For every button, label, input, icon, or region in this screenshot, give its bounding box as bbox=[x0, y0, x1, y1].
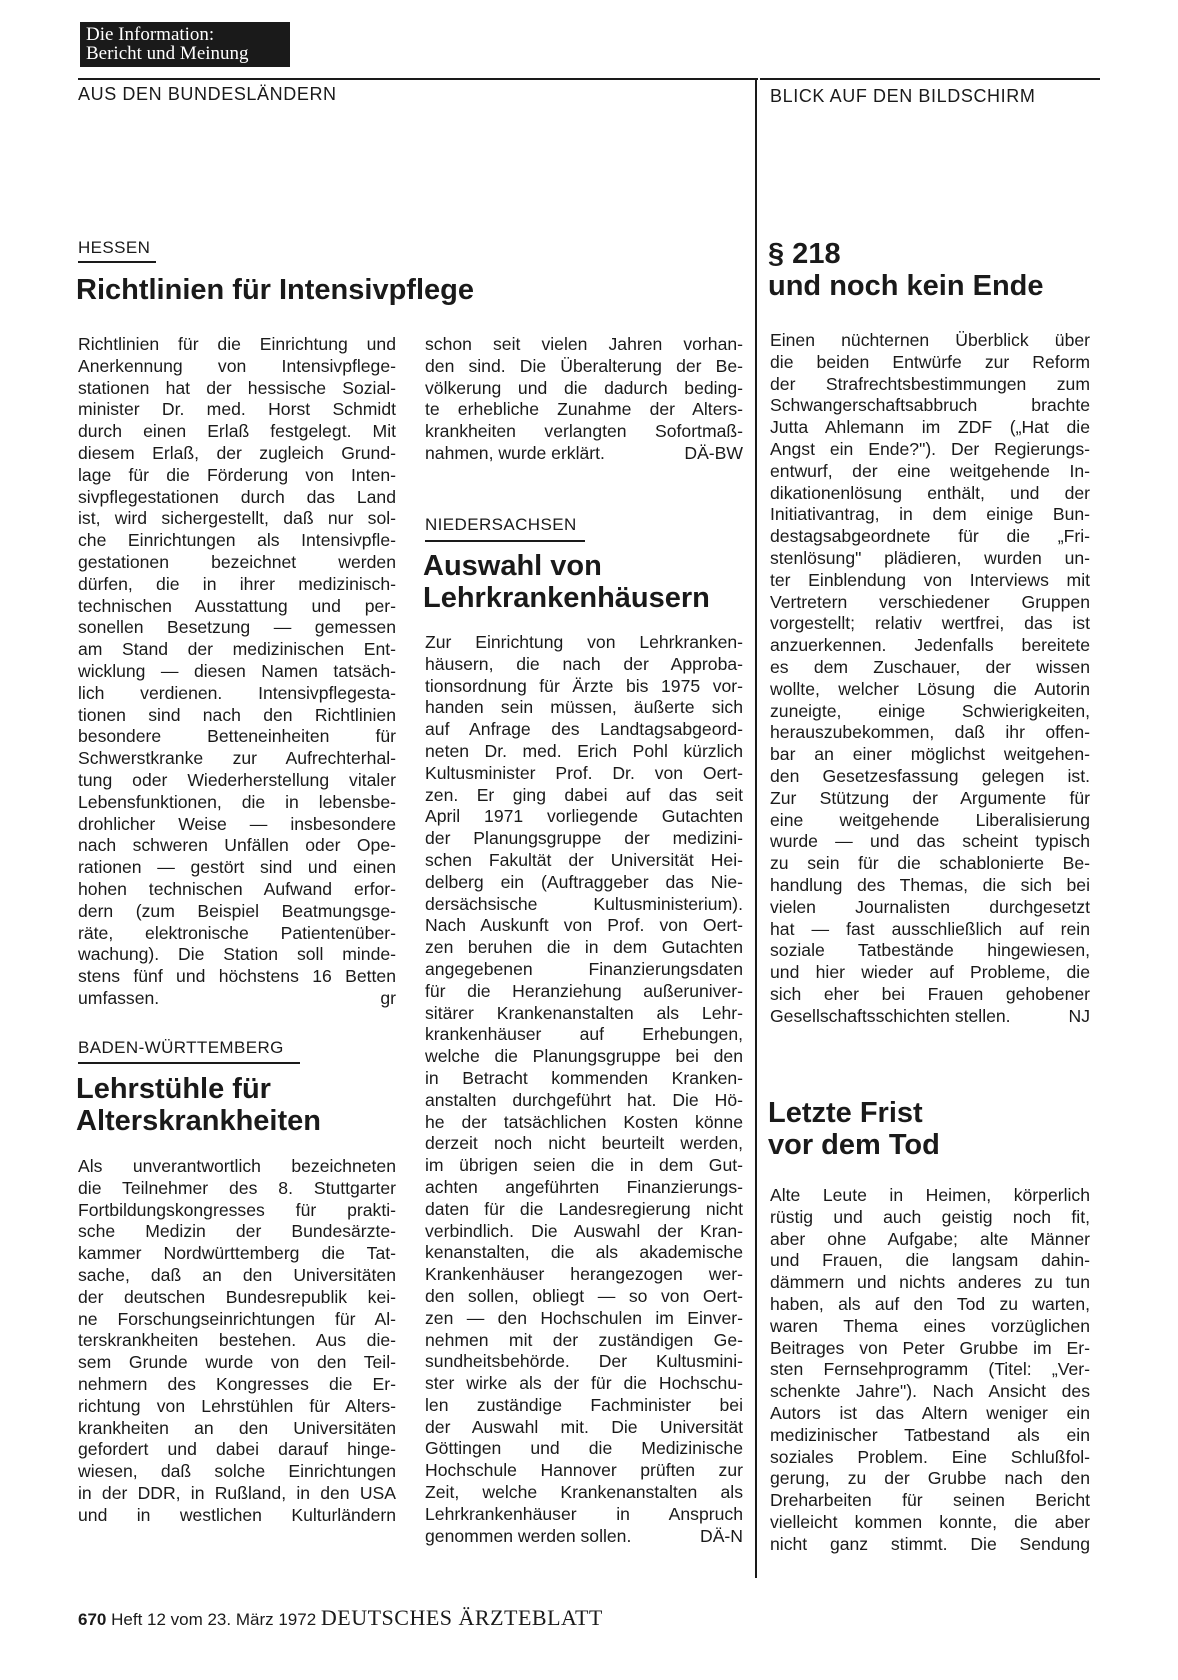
text-line: anstalten durchgeführt hat. Die Hö- bbox=[425, 1089, 743, 1110]
text-line: hohen technischen Aufwand erfor- bbox=[78, 878, 396, 899]
text-line: handlung des Themas, die sich bei bbox=[770, 874, 1090, 895]
text-line: herauszubekommen, daß ihr offen- bbox=[770, 722, 1090, 743]
headline-hessen-text: Richtlinien für Intensivpflege bbox=[76, 274, 474, 306]
text-line: die Teilnehmer des 8. Stuttgarter bbox=[78, 1177, 396, 1198]
text-line: schen Fakultät der Universität Hei- bbox=[425, 849, 743, 870]
text-line: tionsordnung für Ärzte bis 1975 vor- bbox=[425, 675, 743, 696]
text-line: wollte, welcher Lösung die Autorin bbox=[770, 678, 1090, 699]
text-line: rationen — gestört sind und einen bbox=[78, 857, 396, 878]
text-line: derzeit noch nicht beurteilt werden, bbox=[425, 1133, 743, 1154]
text-line: gerung, zu der Grubbe nach den bbox=[770, 1468, 1090, 1489]
headline-218-line-2: und noch kein Ende bbox=[768, 270, 1044, 302]
text-line: in der DDR, in Rußland, in den USA bbox=[78, 1482, 396, 1503]
text-line: dikationenlösung enthält, und der bbox=[770, 482, 1090, 503]
kicker-hessen: HESSEN bbox=[78, 238, 151, 257]
article-bw-continued bbox=[425, 334, 743, 465]
text-line: zuneigte, einige Schwierigkeiten, bbox=[770, 700, 1090, 721]
page-number: 670 bbox=[78, 1610, 107, 1629]
text-line: daten für die Landesregierung nicht bbox=[425, 1198, 743, 1219]
text-line: soziales Problem. Eine Schlußfol- bbox=[770, 1446, 1090, 1467]
text-line: che Einrichtungen als Intensivpfle- bbox=[78, 530, 396, 551]
text-line: Lebensfunktionen, die in lebensbe- bbox=[78, 791, 396, 812]
text-line: eine weitgehende Liberalisierung bbox=[770, 809, 1090, 830]
headline-218-line-1: § 218 bbox=[768, 238, 841, 270]
text-line: die beiden Entwürfe zur Reform bbox=[770, 351, 1090, 372]
closing-line bbox=[770, 1006, 1090, 1028]
text-line: Richtlinien für die Einrichtung und bbox=[78, 334, 396, 354]
text-line: welche die Planungsgruppe bei den bbox=[425, 1046, 743, 1067]
section-label-left: AUS DEN BUNDESLÄNDERN bbox=[78, 84, 337, 104]
header-rule-left bbox=[78, 78, 758, 80]
article-hessen bbox=[78, 334, 396, 1010]
text-line: stationen hat der hessische Sozial- bbox=[78, 377, 396, 398]
headline-tod-line-2: vor dem Tod bbox=[768, 1129, 940, 1161]
author-signature: NJ bbox=[1068, 1005, 1090, 1026]
text-line: Vertretern verschiedener Gruppen bbox=[770, 591, 1090, 612]
text-line: Initiativantrag, in dem einige Bun- bbox=[770, 504, 1090, 525]
page-footer bbox=[78, 1605, 603, 1631]
badge-line-2: Bericht und Meinung bbox=[86, 43, 249, 64]
headline-nds-line-1: Auswahl von bbox=[423, 550, 602, 582]
text-line: len zuständige Fachminister bei bbox=[425, 1394, 743, 1415]
text-line: haben, als auf den Tod zu warten, bbox=[770, 1293, 1090, 1314]
text-line: terskrankheiten bestehen. Aus die- bbox=[78, 1330, 396, 1351]
text-line: ter Einblendung von Interviews mit bbox=[770, 569, 1090, 590]
text-line: der deutschen Bundesrepublik kei- bbox=[78, 1286, 396, 1307]
text-line: sem Grunde wurde von den Teil- bbox=[78, 1352, 396, 1373]
text-line: waren Thema eines vorzüglichen bbox=[770, 1315, 1090, 1336]
kicker-bw: BADEN-WÜRTTEMBERG bbox=[78, 1038, 284, 1057]
text-line: Als unverantwortlich bezeichneten bbox=[78, 1156, 396, 1176]
text-line: sitärer Krankenanstalten als Lehr- bbox=[425, 1002, 743, 1023]
text-line: besondere Betteneinheiten für bbox=[78, 726, 396, 747]
text-line: wiesen, daß solche Einrichtungen bbox=[78, 1461, 396, 1482]
text-line: he der tatsächlichen Kosten könne bbox=[425, 1111, 743, 1132]
text-line: nehmen mit der zuständigen Ge- bbox=[425, 1329, 743, 1350]
closing-text: Gesellschaftsschichten stellen. bbox=[770, 1005, 1011, 1026]
headline-bw-line-2: Alterskrankheiten bbox=[76, 1105, 321, 1137]
headline-bw-line-1: Lehrstühle für bbox=[76, 1073, 271, 1105]
text-line: der Planungsgruppe der medizini- bbox=[425, 828, 743, 849]
text-line: Schwangerschaftsabbruch brachte bbox=[770, 395, 1090, 416]
text-line: entwurf, der eine weitgehende In- bbox=[770, 460, 1090, 481]
text-line: für die Heranziehung außeruniver- bbox=[425, 980, 743, 1001]
text-line: sundheitsbehörde. Der Kultusmini- bbox=[425, 1351, 743, 1372]
text-line: und in westlichen Kulturländern bbox=[78, 1504, 396, 1525]
text-line: Fortbildungskongresses für prakti- bbox=[78, 1199, 396, 1220]
text-line: gefordert und dabei darauf hinge- bbox=[78, 1439, 396, 1460]
text-line: sivpflegestationen durch das Land bbox=[78, 486, 396, 507]
text-line: hat — fast ausschließlich auf rein bbox=[770, 918, 1090, 939]
headline-tod-line-1: Letzte Frist bbox=[768, 1097, 923, 1129]
text-line: sten Fernsehprogramm (Titel: „Ver- bbox=[770, 1359, 1090, 1380]
kicker-underline bbox=[425, 540, 585, 542]
text-line: es dem Zuschauer, der wissen bbox=[770, 656, 1090, 677]
text-line: zen — den Hochschulen im Einver- bbox=[425, 1307, 743, 1328]
author-signature: DÄ-N bbox=[699, 1525, 743, 1546]
text-line: angegebenen Finanzierungsdaten bbox=[425, 958, 743, 979]
text-line: aber ohne Aufgabe; alte Männer bbox=[770, 1228, 1090, 1249]
text-line: Schwerstkranke zur Aufrechterhal- bbox=[78, 748, 396, 769]
badge-line-1: Die Information: bbox=[86, 24, 215, 45]
text-line: verbindlich. Die Auswahl der Kran- bbox=[425, 1220, 743, 1241]
closing-line bbox=[425, 1526, 743, 1548]
section-label-right: BLICK AUF DEN BILDSCHIRM bbox=[770, 86, 1036, 106]
text-line: ne Forschungseinrichtungen für Al- bbox=[78, 1308, 396, 1329]
text-line: wurde — und das scheint typisch bbox=[770, 831, 1090, 852]
text-line: Jutta Ahlemann im ZDF („Hat die bbox=[770, 417, 1090, 438]
text-line: schon seit vielen Jahren vorhan- bbox=[425, 334, 743, 354]
headline-letzte-frist bbox=[768, 1097, 940, 1161]
text-line: sich eher bei Frauen gehobener bbox=[770, 983, 1090, 1004]
text-line: soziale Tatbestände hingewiesen, bbox=[770, 940, 1090, 961]
text-line: Kultusminister Prof. Dr. von Oert- bbox=[425, 762, 743, 783]
closing-text: nahmen, wurde erklärt. bbox=[425, 442, 605, 463]
article-niedersachsen bbox=[425, 632, 743, 1547]
text-line: Autors ist das Altern weniger ein bbox=[770, 1402, 1090, 1423]
text-line: richtung von Lehrstühlen für Alters- bbox=[78, 1395, 396, 1416]
text-line: gestationen bezeichnet werden bbox=[78, 551, 396, 572]
text-line: wachung). Die Station soll minde- bbox=[78, 944, 396, 965]
text-line: drohlicher Weise — insbesondere bbox=[78, 813, 396, 834]
text-line: ist, wird sichergestellt, daß nur sol- bbox=[78, 508, 396, 529]
text-line: Hochschule Hannover prüften zur bbox=[425, 1460, 743, 1481]
text-line: dämmern und nichts anderes zu tun bbox=[770, 1272, 1090, 1293]
column-divider-right bbox=[755, 78, 757, 1578]
text-line: Angst ein Ende?"). Der Regierungs- bbox=[770, 438, 1090, 459]
text-line: durch einen Erlaß festgelegt. Mit bbox=[78, 421, 396, 442]
text-line: häusern, die nach der Approba- bbox=[425, 653, 743, 674]
text-line: völkerung und die dadurch beding- bbox=[425, 377, 743, 398]
text-line: kenanstalten, die als akademische bbox=[425, 1242, 743, 1263]
text-line: vorgestellt; relativ wertfrei, das ist bbox=[770, 613, 1090, 634]
text-line: nehmern des Kongresses die Er- bbox=[78, 1373, 396, 1394]
issue-info: Heft 12 vom 23. März 1972 bbox=[111, 1610, 317, 1629]
text-line: dersächsische Kultusministerium). bbox=[425, 893, 743, 914]
text-line: destagsabgeordnete für die „Fri- bbox=[770, 526, 1090, 547]
article-bw bbox=[78, 1156, 396, 1527]
text-line: zu sein für die schablonierte Be- bbox=[770, 853, 1090, 874]
text-line: bar an einer möglichst weitgehen- bbox=[770, 744, 1090, 765]
kicker-niedersachsen: NIEDERSACHSEN bbox=[425, 515, 577, 534]
text-line: lich verdienen. Intensivpflegesta- bbox=[78, 682, 396, 703]
text-line: Zur Einrichtung von Lehrkranken- bbox=[425, 632, 743, 652]
headline-218 bbox=[768, 238, 1044, 302]
text-line: zen beruhen die in dem Gutachten bbox=[425, 937, 743, 958]
headline-hessen bbox=[76, 274, 474, 306]
publication-name: DEUTSCHES ÄRZTEBLATT bbox=[320, 1605, 603, 1630]
text-line: ster wirke als der für die Hochschu- bbox=[425, 1373, 743, 1394]
text-line: vielleicht kommen konnte, die aber bbox=[770, 1511, 1090, 1532]
text-line: anzuerkennen. Jedenfalls bereitete bbox=[770, 635, 1090, 656]
text-line: Anerkennung von Intensivpflege- bbox=[78, 355, 396, 376]
text-line: lage für die Förderung von Inten- bbox=[78, 464, 396, 485]
text-line: Krankenhäuser herangezogen wer- bbox=[425, 1264, 743, 1285]
article-218 bbox=[770, 330, 1090, 1028]
article-letzte-frist bbox=[770, 1185, 1090, 1556]
text-line: auf Anfrage des Landtagsabgeord- bbox=[425, 719, 743, 740]
text-line: Zeit, welche Krankenanstalten als bbox=[425, 1482, 743, 1503]
text-line: krankheiten verlangten Sofortmaß- bbox=[425, 421, 743, 442]
text-line: Nach Auskunft von Prof. von Oert- bbox=[425, 915, 743, 936]
text-line: krankenhäuser auf Erhebungen, bbox=[425, 1024, 743, 1045]
closing-text: umfassen. bbox=[78, 987, 160, 1008]
text-line: nach schweren Unfällen oder Ope- bbox=[78, 835, 396, 856]
headline-nds-line-2: Lehrkrankenhäusern bbox=[423, 582, 710, 614]
text-line: krankheiten an den Universitäten bbox=[78, 1417, 396, 1438]
text-line: am Stand der medizinischen Ent- bbox=[78, 639, 396, 660]
kicker-underline bbox=[78, 261, 156, 263]
text-line: sche Medizin der Bundesärzte- bbox=[78, 1221, 396, 1242]
text-line: kammer Nordwürttemberg die Tat- bbox=[78, 1243, 396, 1264]
header-rule-right bbox=[760, 78, 1100, 80]
closing-line bbox=[425, 443, 743, 465]
text-line: sonellen Besetzung — gemessen bbox=[78, 617, 396, 638]
closing-text: genommen werden sollen. bbox=[425, 1525, 632, 1546]
text-line: stens fünf und höchstens 16 Betten bbox=[78, 966, 396, 987]
text-line: und hier wieder auf Probleme, die bbox=[770, 962, 1090, 983]
text-line: tionen sind nach den Richtlinien bbox=[78, 704, 396, 725]
text-line: April 1971 vorliegende Gutachten bbox=[425, 806, 743, 827]
text-line: tung oder Wiederherstellung vitaler bbox=[78, 769, 396, 790]
text-line: diesem Erlaß, der zugleich Grund- bbox=[78, 442, 396, 463]
text-line: zen. Er ging dabei auf das seit bbox=[425, 784, 743, 805]
text-line: neten Dr. med. Erich Pohl kürzlich bbox=[425, 740, 743, 761]
text-line: den sollen, obliegt — so von Oert- bbox=[425, 1285, 743, 1306]
text-line: nicht ganz stimmt. Die Sendung bbox=[770, 1533, 1090, 1554]
text-line: räte, elektronische Patientenüber- bbox=[78, 922, 396, 943]
text-line: dern (zum Beispiel Beatmungsge- bbox=[78, 900, 396, 921]
text-line: te erhebliche Zunahme der Alters- bbox=[425, 399, 743, 420]
text-line: sache, daß an den Universitäten bbox=[78, 1264, 396, 1285]
text-line: Beitrages von Peter Grubbe im Er- bbox=[770, 1337, 1090, 1358]
text-line: Zur Stützung der Argumente für bbox=[770, 787, 1090, 808]
text-line: vielen Journalisten durchgesetzt bbox=[770, 896, 1090, 917]
kicker-underline bbox=[78, 1062, 300, 1064]
text-line: der Auswahl mit. Die Universität bbox=[425, 1416, 743, 1437]
text-line: minister Dr. med. Horst Schmidt bbox=[78, 399, 396, 420]
author-signature: DÄ-BW bbox=[684, 442, 743, 463]
closing-line bbox=[78, 988, 396, 1010]
text-line: den sind. Die Überalterung der Be- bbox=[425, 355, 743, 376]
section-badge bbox=[80, 22, 290, 67]
text-line: Lehrkrankenhäuser in Anspruch bbox=[425, 1503, 743, 1524]
text-line: Einen nüchternen Überblick über bbox=[770, 330, 1090, 350]
text-line: in Betracht kommenden Kranken- bbox=[425, 1067, 743, 1088]
text-line: im übrigen seien die in dem Gut- bbox=[425, 1155, 743, 1176]
text-line: wicklung — diesen Namen tatsäch- bbox=[78, 660, 396, 681]
text-line: dürfen, die in ihrer medizinisch- bbox=[78, 573, 396, 594]
text-line: achten angeführten Finanzierungs- bbox=[425, 1176, 743, 1197]
text-line: stenlösung" plädieren, wurden un- bbox=[770, 547, 1090, 568]
text-line: und Frauen, die langsam dahin- bbox=[770, 1250, 1090, 1271]
text-line: medizinischer Tatbestand als ein bbox=[770, 1424, 1090, 1445]
text-line: den Gesetzesfassung gelegen ist. bbox=[770, 765, 1090, 786]
text-line: handen sein müssen, äußerte sich bbox=[425, 697, 743, 718]
headline-bw bbox=[76, 1073, 321, 1137]
text-line: technischen Ausstattung und per- bbox=[78, 595, 396, 616]
text-line: Göttingen und die Medizinische bbox=[425, 1438, 743, 1459]
text-line: delberg ein (Auftraggeber das Nie- bbox=[425, 871, 743, 892]
text-line: Dreharbeiten für seinen Bericht bbox=[770, 1490, 1090, 1511]
text-line: der Strafrechtsbestimmungen zum bbox=[770, 373, 1090, 394]
author-signature: gr bbox=[380, 987, 396, 1008]
headline-niedersachsen bbox=[423, 550, 710, 614]
text-line: Alte Leute in Heimen, körperlich bbox=[770, 1185, 1090, 1205]
text-line: rüstig und auch geistig noch fit, bbox=[770, 1206, 1090, 1227]
text-line: schenkte Jahre"). Nach Ansicht des bbox=[770, 1381, 1090, 1402]
